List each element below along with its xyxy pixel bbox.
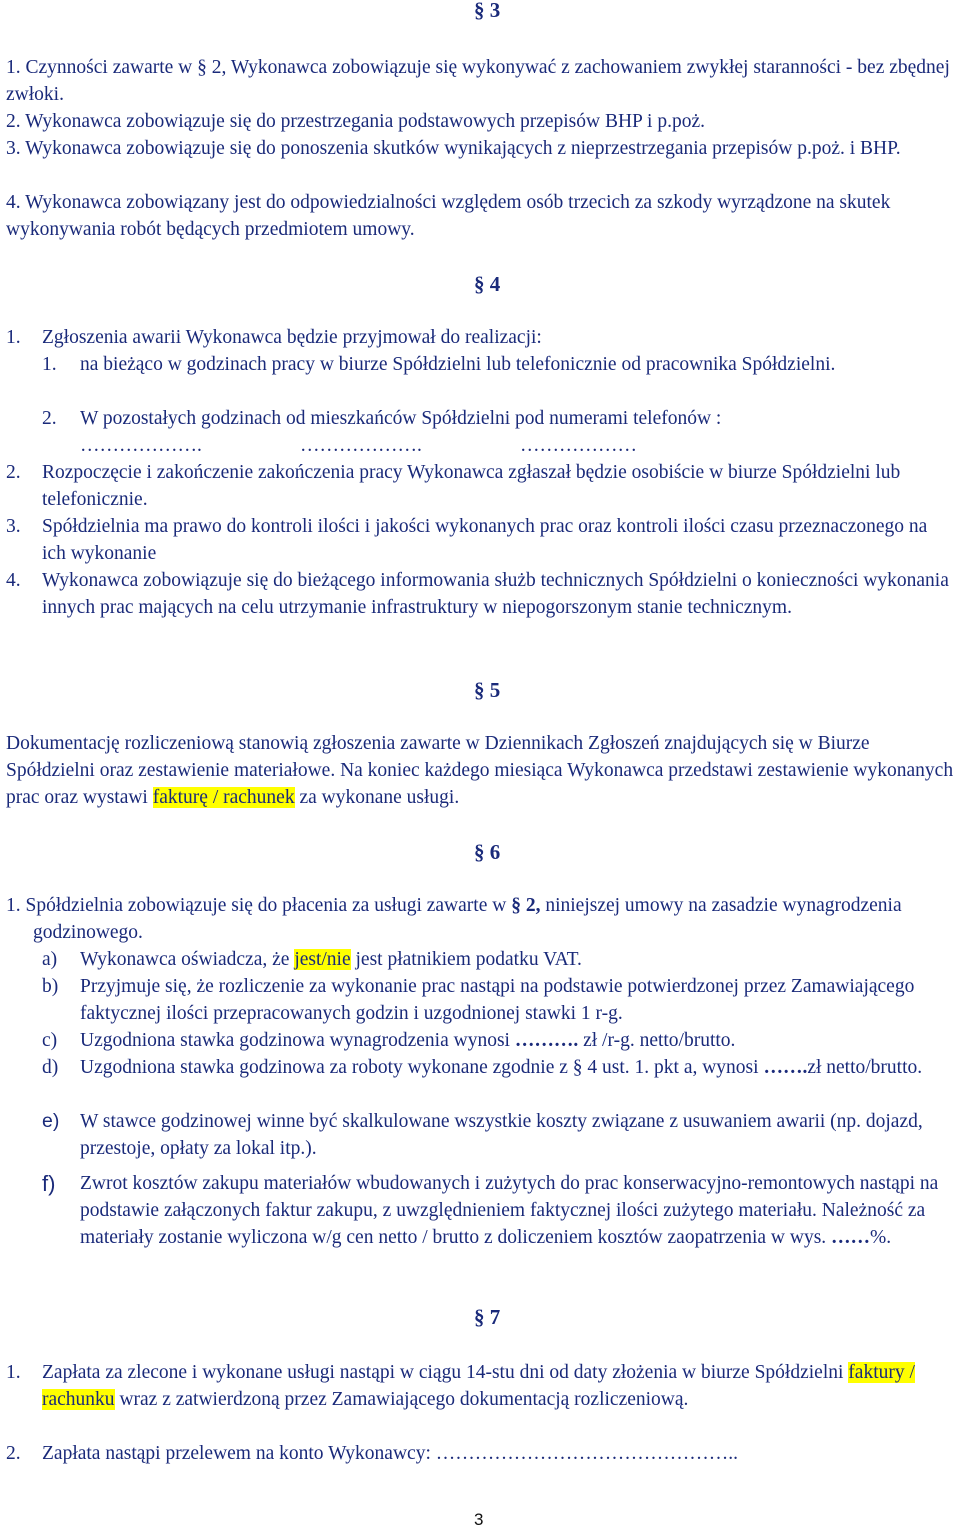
- item-number: 1.: [42, 354, 57, 375]
- item-text: W pozostałych godzinach od mieszkańców Spółdzielni pod numerami telefonów :: [80, 408, 722, 429]
- item-text: Zapłata nastąpi przelewem na konto Wykonawcy: ………………………………………..: [42, 1443, 738, 1464]
- s6-point-b: [42, 973, 956, 1027]
- s7-highlight-invoice: faktury / rachunku: [42, 1362, 915, 1410]
- s5-text-start: Dokumentację rozliczeniową stanowią zgłoszenia zawarte w Dziennikach Zgłoszeń znajdujących się w Biurze Spółdzielni oraz zestawienie materiałowe. Na koniec każdego miesiąca Wykonawca przedstawi zestawienie wykonanych prac oraz wystawi: [6, 733, 954, 808]
- s6-point-e: [42, 1108, 956, 1162]
- s7-item-1: [6, 1359, 956, 1413]
- phone-placeholder-3: ………………: [520, 435, 637, 456]
- point-text: [80, 1054, 956, 1081]
- item-number: 3.: [6, 516, 21, 537]
- s6-point-f: [42, 1170, 956, 1251]
- s5-paragraph: [6, 730, 956, 811]
- point-text-start: Uzgodniona stawka godzinowa wynagrodzenia wynosi: [80, 1030, 515, 1051]
- point-text: [80, 1170, 956, 1251]
- point-letter: d): [42, 1057, 59, 1078]
- phone-number-placeholders: [80, 432, 956, 459]
- s3-item-4: 4. Wykonawca zobowiązany jest do odpowiedzialności względem osób trzecich za szkody wyrządzone na skutek wykonywania robót będących przedmiotem umowy.: [6, 192, 891, 240]
- section-3-heading: § 3: [474, 0, 501, 22]
- s6-item-1-text-start: 1. Spółdzielnia zobowiązuje się do płacenia za usługi zawarte w: [6, 895, 512, 916]
- item-text: Rozpoczęcie i zakończenie zakończenia pracy Wykonawca zgłaszał będzie osobiście w biurze Spółdzielni lub telefonicznie.: [42, 462, 901, 510]
- rate-placeholder: ……….: [514, 1030, 579, 1051]
- point-text: [80, 946, 956, 973]
- s4-item-3: [6, 513, 956, 567]
- item-text: Zgłoszenia awarii Wykonawca będzie przyjmował do realizacji:: [42, 327, 542, 348]
- point-text: Przyjmuje się, że rozliczenie za wykonanie prac nastąpi na podstawie potwierdzonej przez Zamawiającego faktycznej ilości przepracowanych godzin i uzgodnionej stawki 1 r-g.: [80, 976, 915, 1024]
- rate-placeholder: …….: [763, 1057, 808, 1078]
- s4-item-1-sub-2: [42, 405, 956, 432]
- item-text: na bieżąco w godzinach pracy w biurze Spółdzielni lub telefonicznie od pracownika Spółdzielni.: [80, 354, 836, 375]
- section-5-heading: § 5: [474, 678, 501, 702]
- s4-item-4: [6, 567, 956, 621]
- s3-item-2: 2. Wykonawca zobowiązuje się do przestrzegania podstawowych przepisów BHP i p.poż.: [6, 111, 706, 132]
- item-number: 2.: [6, 462, 21, 483]
- s3-item-3: 3. Wykonawca zobowiązuje się do ponoszenia skutków wynikających z nieprzestrzegania przepisów p.poż. i BHP.: [6, 138, 901, 159]
- point-text-start: Zwrot kosztów zakupu materiałów wbudowanych i zużytych do prac konserwacyjno-remontowych nastąpi na podstawie załączonych faktur zakupu, z uwzględnieniem faktycznej ilości zużytego materiału. Należność za materiały zostanie wyliczona w/g cen netto / brutto z doliczeniem kosztów zaopatrzenia w wys.: [80, 1173, 939, 1248]
- point-text-end: zł /r-g. netto/brutto.: [578, 1030, 736, 1051]
- point-text-start: Wykonawca oświadcza, że: [80, 949, 295, 970]
- s6-point-d: [42, 1054, 956, 1081]
- s4-item-1: [6, 324, 956, 351]
- section-7-heading: § 7: [474, 1305, 501, 1329]
- s6-item-1-text-end: niniejszej umowy na zasadzie wynagrodzenia godzinowego.: [33, 895, 902, 943]
- s6-point-a: [42, 946, 956, 973]
- s6-item-1-ref: § 2,: [511, 895, 541, 916]
- percent-placeholder: ……: [831, 1227, 871, 1248]
- item-text-start: Zapłata za zlecone i wykonane usługi nastąpi w ciągu 14-stu dni od daty złożenia w biurze Spółdzielni: [42, 1362, 849, 1383]
- point-text-end: zł netto/brutto.: [807, 1057, 923, 1078]
- point-text: [80, 1027, 956, 1054]
- s6-item-1: [6, 892, 956, 946]
- point-text-start: Uzgodniona stawka godzinowa za roboty wykonane zgodnie z § 4 ust. 1. pkt a, wynosi: [80, 1057, 764, 1078]
- vat-status-highlight: jest/nie: [294, 949, 351, 970]
- page-number: 3: [474, 1510, 484, 1529]
- item-number: 4.: [6, 570, 21, 591]
- s3-item-1: 1. Czynności zawarte w § 2, Wykonawca zobowiązuje się wykonywać z zachowaniem zwykłej staranności - bez zbędnej zwłoki.: [6, 57, 950, 105]
- item-number: 1.: [6, 1362, 21, 1383]
- item-text: [42, 1359, 956, 1413]
- s7-item-2: [6, 1440, 956, 1467]
- item-text-end: wraz z zatwierdzoną przez Zamawiającego dokumentacją rozliczeniową.: [114, 1389, 689, 1410]
- item-text: Wykonawca zobowiązuje się do bieżącego informowania służb technicznych Spółdzielni o konieczności wykonania innych prac mających na celu utrzymanie infrastruktury w niepogorszonym stanie technicznym.: [42, 570, 949, 618]
- s5-text-end: za wykonane usługi.: [294, 787, 460, 808]
- point-letter: c): [42, 1030, 58, 1051]
- s6-point-c: [42, 1027, 956, 1054]
- s4-item-2: [6, 459, 956, 513]
- item-number: 2.: [6, 1443, 21, 1464]
- phone-placeholder-2: ……………….: [300, 435, 422, 456]
- point-letter: b): [42, 976, 59, 997]
- point-letter: f): [42, 1171, 56, 1196]
- phone-placeholder-1: ……………….: [80, 435, 202, 456]
- section-6-heading: § 6: [474, 840, 501, 864]
- point-letter: a): [42, 949, 58, 970]
- section-4-heading: § 4: [474, 272, 501, 296]
- s4-item-1-sub-1: [42, 351, 956, 378]
- s5-highlight-invoice: fakturę / rachunek: [152, 787, 295, 808]
- point-letter: e): [42, 1110, 60, 1132]
- point-text: W stawce godzinowej winne być skalkulowane wszystkie koszty związane z usuwaniem awarii (np. dojazd, przestoje, opłaty za lokal itp.).: [80, 1111, 923, 1159]
- item-number: 2.: [42, 408, 57, 429]
- point-text-end: jest płatnikiem podatku VAT.: [350, 949, 582, 970]
- point-text-end: %.: [870, 1227, 892, 1248]
- item-text: Spółdzielnia ma prawo do kontroli ilości i jakości wykonanych prac oraz kontroli ilości czasu przeznaczonego na ich wykonanie: [42, 516, 928, 564]
- item-number: 1.: [6, 327, 21, 348]
